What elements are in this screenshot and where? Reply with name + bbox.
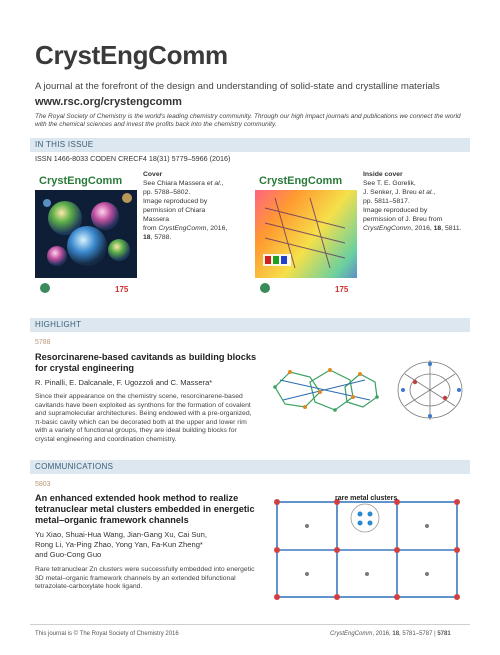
cover-journal: CrystEngComm [158,225,207,232]
communications-authors-line1: Yu Xiao, Shuai-Hua Wang, Jian-Gang Xu, Cai Sun, [35,530,207,539]
inside-cover-year: , 2016, [410,225,434,232]
highlight-title-line1: Resorcinarene-based cavitands as building blocks [35,352,257,362]
highlight-authors: R. Pinalli, E. Dalcanale, F. Ugozzoli and C. Massera* [35,378,213,387]
section-label-highlight: HIGHLIGHT [35,320,82,329]
footer-year: , 2016, [372,631,393,637]
inside-cover-image-title: CrystEngComm [259,175,343,187]
highlight-page: 5788 [35,339,51,346]
footer-pages: , 5781–5787 | [399,631,438,637]
highlight-title[interactable] [35,352,256,374]
cover-line1 [143,179,233,188]
inside-cover-image [255,168,357,300]
cover-image [35,168,137,300]
cover-et-al: et al. [206,180,222,187]
communications-title-line2: tetranuclear metal clusters embedded in energetic [35,504,255,514]
inside-cover-line5: permission of J. Breu from [363,216,443,223]
communications-graphic [265,490,470,608]
footer-copyright: This journal is © The Royal Society of Chemistry 2016 [35,631,179,637]
graphic-label: rare metal clusters [335,495,398,502]
communications-authors-line3: and Guo-Cong Guo [35,550,102,559]
inside-cover-page: , 5811. [441,225,462,232]
section-label-in-this-issue: IN THIS ISSUE [35,140,94,149]
footer-rule [30,624,470,625]
cover-year: , 2016, [206,225,228,232]
footer-page-number: 5781 [437,631,451,637]
journal-url[interactable]: www.rsc.org/crystengcomm [35,96,182,108]
cover-line4: permission of Chiara Massera [143,207,206,223]
inside-cover-authors: J. Senker, J. Breu [363,189,419,196]
cover-image-number: 175 [115,285,129,294]
inside-cover-et-al: et al. [418,189,434,196]
inside-cover-line2 [363,188,473,197]
journal-tagline: A journal at the forefront of the design and understanding of solid-state and crystalline materials [35,81,440,92]
communications-title[interactable] [35,493,255,526]
cover-caption [143,170,233,242]
cover-from: from [143,225,159,232]
journal-title: CrystEngComm [35,40,228,70]
inside-cover-volume: 18 [433,225,442,232]
cover-heading: Cover [143,171,163,178]
inside-cover-pages: pp. 5811–5817. [363,198,410,205]
footer-citation [330,631,451,637]
cover-image-title: CrystEngComm [39,175,123,187]
cover-comma: , [221,180,224,187]
issn-line: ISSN 1466-8033 CODEN CRECF4 18(31) 5779–5966 (2016) [35,154,231,163]
inside-cover-line4: Image reproduced by [363,207,428,214]
cover-pages: pp. 5788–5802. [143,189,191,196]
inside-cover-journal: CrystEngComm [363,225,411,232]
inside-cover-caption [363,170,473,233]
communications-authors [35,530,207,560]
cover-line3: Image reproduced by [143,198,208,205]
communications-page: 5803 [35,481,51,488]
rsc-blurb: The Royal Society of Chemistry is the world's leading chemistry community. Through our high impact journals and publications we connect the world with the chemical sciences and invest the profits back into the chemistry community. [35,113,461,128]
inside-cover-heading: Inside cover [363,171,403,178]
cover-see: See Chiara Massera [143,180,207,187]
inside-cover-line6 [363,224,473,233]
cover-line5 [143,224,233,233]
section-bar-highlight [30,318,470,332]
cover-volume: 18 [143,234,151,241]
inside-cover-image-number: 175 [335,285,349,294]
inside-cover-comma: , [433,189,436,196]
section-label-communications: COMMUNICATIONS [35,462,114,471]
highlight-abstract: Since their appearance on the chemistry scene, resorcinarene-based cavitands have been exploited as synthons for the formation of covalent and supramolecular architectures. Being endowed with a pre-organized, π-basic cavity which can be decorated both at the upper and lower rim with a variety of functional groups, they are ideal building blocks for crystal engineering and coordination chemistry. [35,393,252,443]
communications-title-line1: An enhanced extended hook method to realize [35,493,239,503]
highlight-title-line2: for crystal engineering [35,363,135,373]
communications-title-line3: metal–organic framework channels [35,515,189,525]
footer-journal: CrystEngComm [330,631,373,637]
cover-page: , 5788. [150,234,172,241]
cover-line6 [143,233,233,242]
communications-abstract: Rare tetranuclear Zn clusters were successfully embedded into energetic 3D metal–organic framework channels by an extended bifunctional tetrazolate-carboxylate hook ligand. [35,566,255,590]
footer-volume: 18 [392,631,400,637]
inside-cover-line1: See T. E. Gorelik, [363,180,416,187]
highlight-graphic [265,352,475,427]
section-bar-in-this-issue [30,138,470,152]
communications-authors-line2: Rong Li, Ya-Ping Zhao, Yong Yan, Fa-Kun Zheng* [35,540,203,549]
